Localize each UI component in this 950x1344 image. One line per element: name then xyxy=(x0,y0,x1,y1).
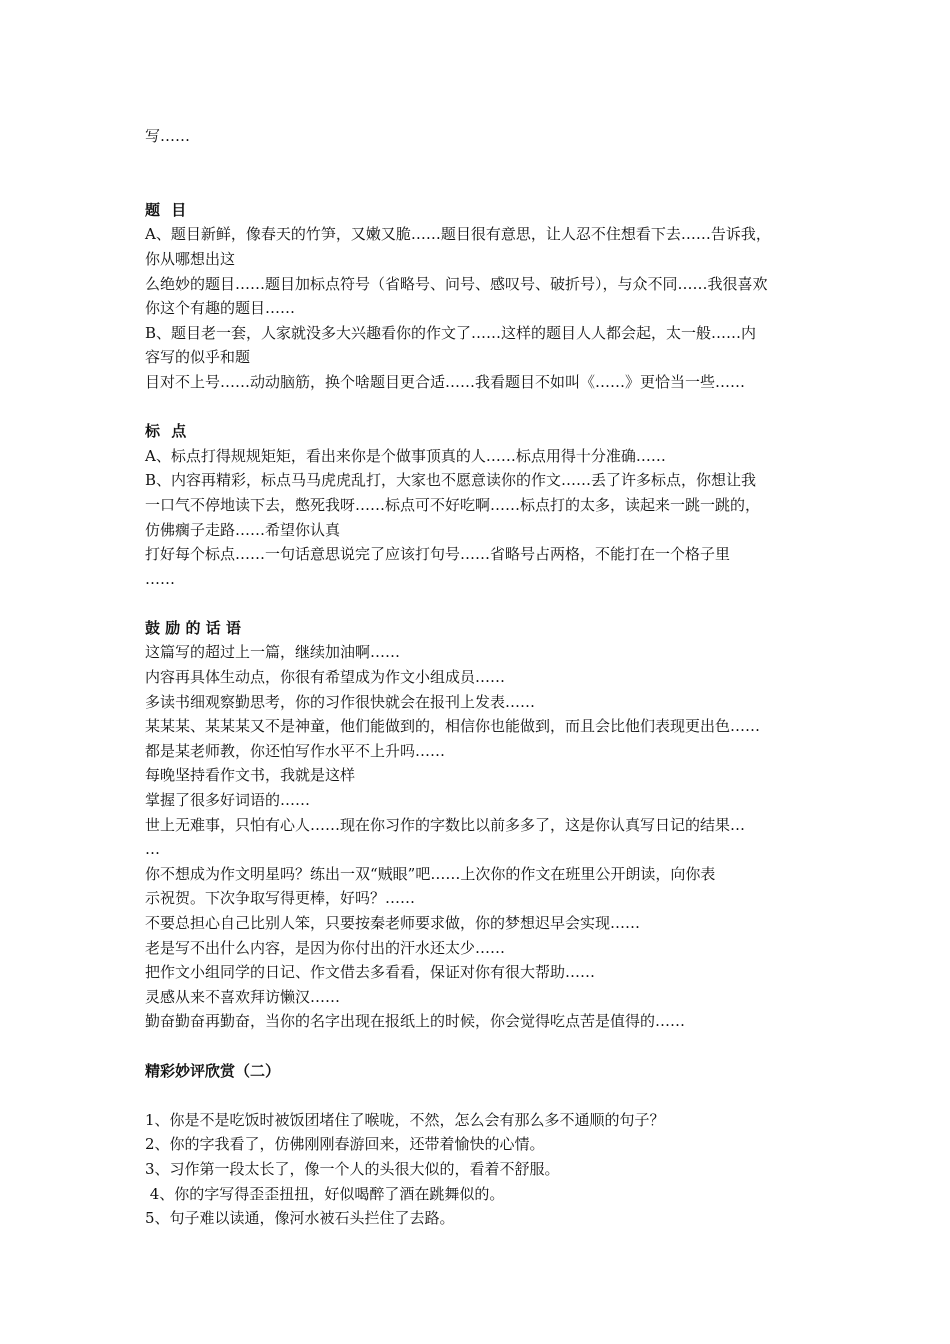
paragraph-line: 每晚坚持看作文书，我就是这样 xyxy=(145,766,356,785)
paragraph-line: 一口气不停地读下去，憋死我呀……标点可不好吃啊……标点打的太多，读起来一跳一跳的， xyxy=(145,495,761,514)
paragraph-line: 掌握了很多好词语的…… xyxy=(145,791,311,810)
paragraph-line: 世上无难事，只怕有心人……现在你习作的字数比以前多多了，这是你认真写日记的结果… xyxy=(145,815,746,834)
numbered-comment: 5、句子难以读通，像河水被石头拦住了去路。 xyxy=(145,1209,455,1228)
paragraph-line: B、题目老一套，人家就没多大兴趣看你的作文了……这样的题目人人都会起，太一般……内 xyxy=(145,323,757,342)
paragraph-line: 不要总担心自己比别人笨，只要按秦老师要求做，你的梦想迟早会实现…… xyxy=(145,914,641,932)
paragraph-line: A、题目新鲜，像春天的竹笋，又嫩又脆……题目很有意思，让人忍不住想看下去……告诉我， xyxy=(145,225,771,244)
section-heading-title: 题 目 xyxy=(145,200,190,219)
paragraph-line: 勤奋勤奋再勤奋，当你的名字出现在报纸上的时候，你会觉得吃点苦是值得的…… xyxy=(145,1012,686,1031)
paragraph-line: 目对不上号……动动脑筋，换个啥题目更合适……我看题目不如叫《……》更恰当一些…… xyxy=(145,372,746,391)
paragraph-line: …… xyxy=(145,569,175,588)
paragraph-line: 容写的似乎和题 xyxy=(145,348,251,367)
numbered-comment: 1、你是不是吃饭时被饭团堵住了喉咙，不然，怎么会有那么多不通顺的句子？ xyxy=(145,1110,665,1129)
paragraph-line: B、内容再精彩，标点马马虎虎乱打，大家也不愿意读你的作文……丢了许多标点，你想让我 xyxy=(145,471,757,490)
paragraph-line: 灵感从来不喜欢拜访懒汉…… xyxy=(145,987,341,1006)
section-heading-appreciation: 精彩妙评欣赏（二） xyxy=(145,1061,281,1080)
paragraph-line: 多读书细观察勤思考，你的习作很快就会在报刊上发表…… xyxy=(145,692,536,711)
paragraph-line: 打好每个标点……一句话意思说完了应该打句号……省略号占两格，不能打在一个格子里 xyxy=(145,545,731,564)
paragraph-line: 某某某、某某某又不是神童，他们能做到的，相信你也能做到，而且会比他们表现更出色…… xyxy=(145,717,761,736)
paragraph-line: 内容再具体生动点，你很有希望成为作文小组成员…… xyxy=(145,668,506,687)
paragraph-line: 你这个有趣的题目…… xyxy=(145,299,296,318)
paragraph-line: 么绝妙的题目……题目加标点符号（省略号、问号、感叹号、破折号），与众不同……我很喜欢 xyxy=(145,274,768,293)
section-heading-encouragement: 鼓 励 的 话 语 xyxy=(145,618,241,637)
paragraph-line: 这篇写的超过上一篇，继续加油啊…… xyxy=(145,643,401,662)
spacer xyxy=(145,149,817,174)
intro-line: 写…… xyxy=(145,127,191,145)
numbered-comment: 4、你的字写得歪歪扭扭，好似喝醉了酒在跳舞似的。 xyxy=(145,1184,505,1203)
spacer xyxy=(145,1083,817,1108)
paragraph-line: 仿佛瘸子走路……希望你认真 xyxy=(145,520,341,539)
spacer xyxy=(145,173,817,198)
numbered-comment: 2、你的字我看了，仿佛刚刚春游回来，还带着愉快的心情。 xyxy=(145,1135,545,1154)
paragraph-line: A、标点打得规规矩矩，看出来你是个做事顶真的人……标点用得十分准确…… xyxy=(145,446,666,465)
paragraph-line: 示祝贺。下次争取写得更棒，好吗？…… xyxy=(145,889,416,908)
numbered-comment: 3、习作第一段太长了，像一个人的头很大似的，看着不舒服。 xyxy=(145,1159,560,1178)
paragraph-line: 老是写不出什么内容，是因为你付出的汗水还太少…… xyxy=(145,938,506,957)
spacer xyxy=(145,591,817,616)
document-body xyxy=(145,124,817,1231)
paragraph-line: … xyxy=(145,840,160,859)
spacer xyxy=(145,395,817,420)
paragraph-line: 你不想成为作文明星吗？练出一双“贼眼”吧……上次你的作文在班里公开朗读，向你表 xyxy=(145,864,716,883)
paragraph-line: 你从哪想出这 xyxy=(145,249,236,268)
paragraph-line: 把作文小组同学的日记、作文借去多看看，保证对你有很大帮助…… xyxy=(145,963,596,982)
spacer xyxy=(145,1034,817,1059)
paragraph-line: 都是某老师教，你还怕写作水平不上升吗…… xyxy=(145,741,446,760)
section-heading-punctuation: 标 点 xyxy=(145,422,190,441)
